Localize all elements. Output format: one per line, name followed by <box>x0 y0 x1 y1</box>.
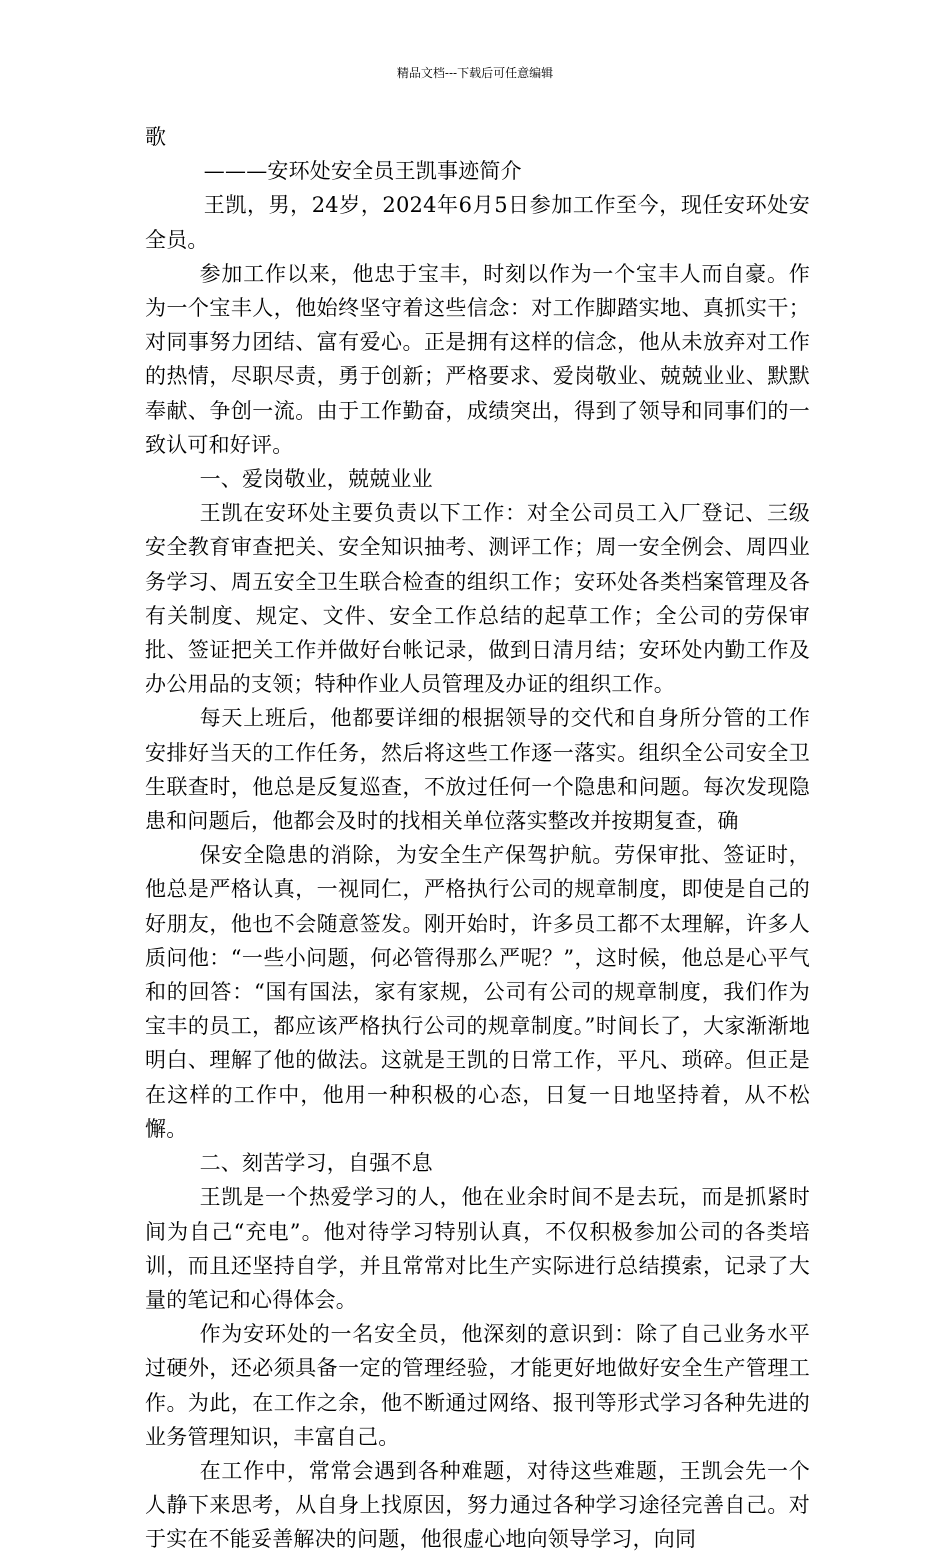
section-heading-2: 二、刻苦学习，自强不息 <box>199 1151 433 1176</box>
page-header: 精品文档---下载后可任意编辑 <box>396 66 554 80</box>
document-body <box>145 120 810 1557</box>
title-fragment: 歌 <box>145 125 167 149</box>
paragraph-daily-work: 每天上班后，他都要详细的根据领导的交代和自身所分管的工作安排好当天的工作任务，然后将这些工作逐一落实。组织全公司安全卫生联查时，他总是反复巡查，不放过任何一个隐患和问题。每次发现隐患和问题后，他都会及时的找相关单位落实整改并按期复查，确 <box>145 706 810 834</box>
paragraph-approval: 保安全隐患的消除，为安全生产保驾护航。劳保审批、签证时，他总是严格认真，一视同仁，严格执行公司的规章制度，即使是自己的好朋友，他也不会随意签发。刚开始时，许多员工都不太理解，许多人质问他：“一些小问题，何必管得那么严呢？”，这时候，他总是心平气和的回答：“国有国法，家有家规，公司有公司的规章制度，我们作为宝丰的员工，都应该严格执行公司的规章制度。”时间长了，大家渐渐地明白、理解了他的做法。这就是王凯的日常工作，平凡、琐碎。但正是在这样的工作中，他用一种积极的心态，日复一日地坚持着，从不松懈。 <box>145 843 810 1141</box>
document-subtitle: ———安环处安全员王凯事迹简介 <box>203 159 522 184</box>
paragraph-management: 作为安环处的一名安全员，他深刻的意识到：除了自己业务水平过硬外，还必须具备一定的管理经验，才能更好地做好安全生产管理工作。为此，在工作之余，他不断通过网络、报刊等形式学习各种先进的业务管理知识，丰富自己。 <box>145 1322 810 1449</box>
paragraph-beliefs: 参加工作以来，他忠于宝丰，时刻以作为一个宝丰人而自豪。作为一个宝丰人，他始终坚守着这些信念：对工作脚踏实地、真抓实干；对同事努力团结、富有爱心。正是拥有这样的信念，他从未放弃对工作的热情，尽职尽责，勇于创新；严格要求、爱岗敬业、兢兢业业、默默奉献、争创一流。由于工作勤奋，成绩突出，得到了领导和同事们的一致认可和好评。 <box>145 261 810 457</box>
paragraph-duties: 王凯在安环处主要负责以下工作：对全公司员工入厂登记、三级安全教育审查把关、安全知识抽考、测评工作；周一安全例会、周四业务学习、周五安全卫生联合检查的组织工作；安环处各类档案管理及各有关制度、规定、文件、安全工作总结的起草工作；全公司的劳保审批、签证把关工作并做好台帐记录，做到日清月结；安环处内勤工作及办公用品的支领；特种作业人员管理及办证的组织工作。 <box>145 501 810 697</box>
paragraph-intro: 王凯，男，24岁，2024年6月5日参加工作至今，现任安环处安全员。 <box>145 193 810 252</box>
paragraph-learning: 王凯是一个热爱学习的人，他在业余时间不是去玩，而是抓紧时间为自己“充电”。他对待学习特别认真，不仅积极参加公司的各类培训，而且还坚持自学，并且常常对比生产实际进行总结摸索，记录了大量的笔记和心得体会。 <box>145 1185 810 1312</box>
paragraph-problems: 在工作中，常常会遇到各种难题，对待这些难题，王凯会先一个人静下来思考，从自身上找原因，努力通过各种学习途径完善自己。对于实在不能妥善解决的问题，他很虚心地向领导学习，向同 <box>145 1458 810 1552</box>
section-heading-1: 一、爱岗敬业，兢兢业业 <box>199 467 433 492</box>
